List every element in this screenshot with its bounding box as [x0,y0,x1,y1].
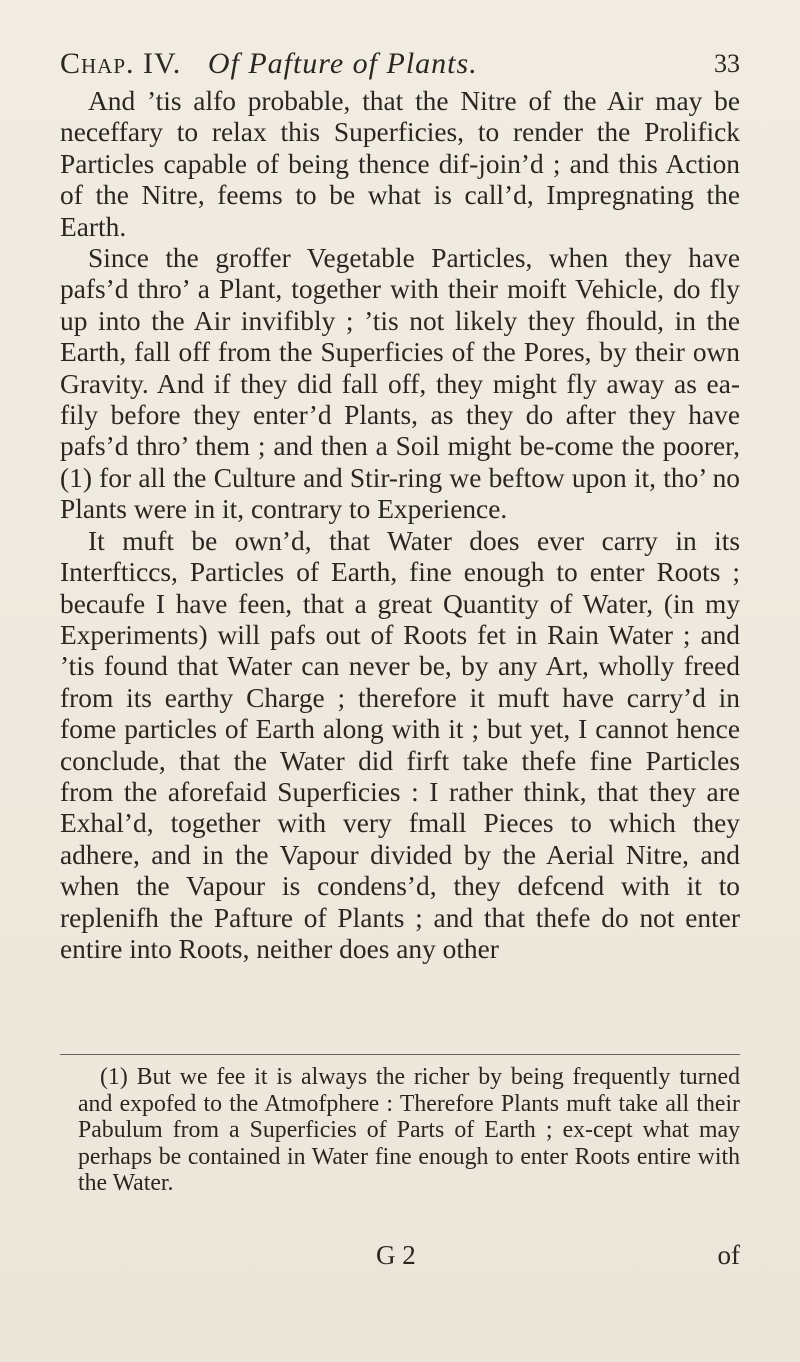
paragraph: And ’tis alfo probable, that the Nitre of the Air may be neceffary to relax this Superficies, to render the Prolifick Particles capable of being thence dif-join’d ; and this Action of the Nitre, feems to be what is call’d, Impregnating the Earth. [60,86,740,242]
chapter-label: Chap. IV. [60,47,182,80]
page-footer [60,1240,740,1280]
paragraph: Since the groffer Vegetable Particles, when they have pafs’d thro’ a Plant, together with their moift Vehicle, do fly up into the Air invifibly ; ’tis not likely they fhould, in the Earth, fall off from the Superficies of the Pores, by their own Gravity. And if they did fall off, they might fly away as ea-fily before they enter’d Plants, as they do after they have pafs’d thro’ them ; and then a Soil might be-come the poorer, (1) for all the Culture and Stir-ring we beftow upon it, tho’ no Plants were in it, contrary to Experience. [60,243,740,525]
page-header [60,44,740,84]
footnote-divider [60,1054,740,1055]
body-text [60,86,740,965]
chapter-title: Of Pafture of Plants. [207,47,478,80]
running-head [60,44,478,84]
signature-mark: G 2 [376,1240,416,1270]
paragraph: It muft be own’d, that Water does ever carry in its Interfticcs, Particles of Earth, fine enough to enter Roots ; becaufe I have feen, that a great Quantity of Water, (in my Experiments) will pafs out of Roots fet in Rain Water ; and ’tis found that Water can never be, by any Art, wholly freed from its earthy Charge ; therefore it muft have carry’d in fome particles of Earth along with it ; but yet, I cannot hence conclude, that the Water did firft take thefe fine Particles from the aforefaid Superficies : I rather think, that they are Exhal’d, together with very fmall Pieces to which they adhere, and in the Vapour divided by the Aerial Nitre, and when the Vapour is condens’d, they defcend with it to replenifh the Pafture of Plants ; and that thefe do not enter entire into Roots, neither does any other [60,525,740,964]
page-number: 33 [714,49,740,78]
catchword: of [717,1240,740,1270]
footnote: (1) But we fee it is always the richer by being frequently turned and expofed to the Atmofphere : Therefore Plants muft take all their Pabulum from a Superficies of Parts of Earth ; ex-cept what may perhaps be contained in Water fine enough to enter Roots entire with the Water. [78,1064,740,1196]
